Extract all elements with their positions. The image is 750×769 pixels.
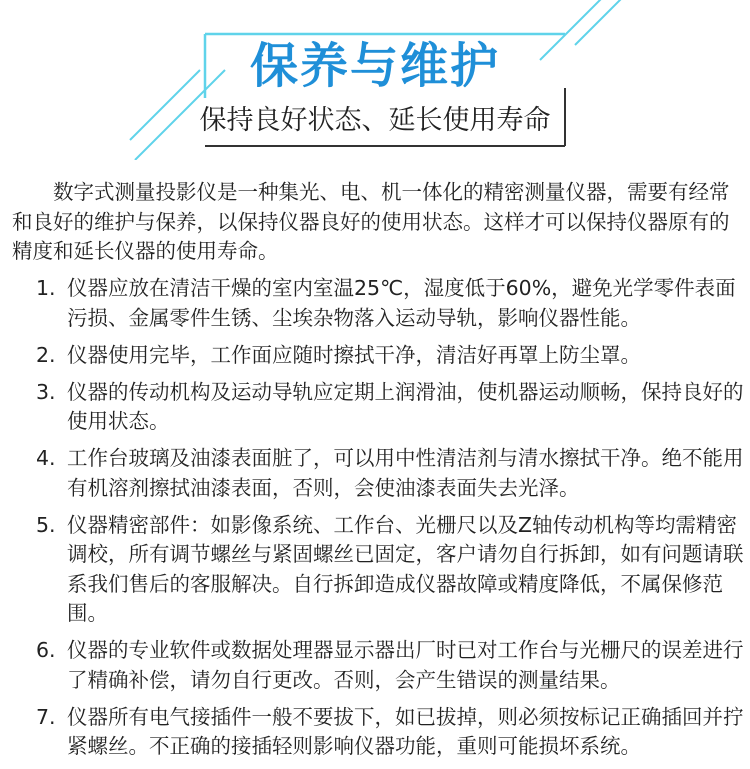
list-item <box>12 378 744 437</box>
list-item <box>12 703 744 762</box>
list-item-text: 仪器精密部件：如影像系统、工作台、光栅尺以及Z轴传动机构等均需精密调校，所有调节螺丝与紧固螺丝已固定，客户请勿自行拆卸，如有问题请联系我们售后的客服解决。自行拆卸造成仪器故障或精度降低，不属保修范围。 <box>67 512 744 625</box>
list-item-number: 1. <box>36 276 56 300</box>
list-item <box>12 444 744 503</box>
maintenance-list <box>12 274 744 769</box>
intro-paragraph: 数字式测量投影仪是一种集光、电、机一体化的精密测量仪器，需要有经常和良好的维护与保养，以保持仪器良好的使用状态。这样才可以保持仪器原有的精度和延长仪器的使用寿命。 <box>12 180 730 263</box>
list-item-text: 仪器应放在清洁干燥的室内室温25℃，湿度低于60%，避免光学零件表面污损、金属零件生锈、尘埃杂物落入运动导轨，影响仪器性能。 <box>67 276 736 330</box>
list-item <box>12 511 744 629</box>
list-item-number: 4. <box>36 446 56 470</box>
list-item-text: 仪器的专业软件或数据处理器显示器出厂时已对工作台与光栅尺的误差进行了精确补偿，请勿自行更改。否则，会产生错误的测量结果。 <box>67 638 744 692</box>
list-item-number: 2. <box>36 342 56 367</box>
list-item-number: 7. <box>36 704 56 729</box>
list-item <box>12 274 744 333</box>
list-item-number: 3. <box>36 379 56 404</box>
page-subtitle: 保持良好状态、延长使用寿命 <box>199 105 551 136</box>
list-item <box>12 636 744 695</box>
list-item-text: 仪器所有电气接插件一般不要拔下，如已拔掉，则必须按标记正确插回并拧紧螺丝。不正确的接插轻则影响仪器功能，重则可能损坏系统。 <box>67 704 744 758</box>
page-title: 保养与维护 <box>249 38 500 94</box>
header-banner <box>0 0 750 160</box>
list-item-number: 5. <box>36 512 56 537</box>
list-item <box>12 341 744 371</box>
list-item-text: 工作台玻璃及油漆表面脏了，可以用中性清洁剂与清水擦拭干净。绝不能用有机溶剂擦拭油漆表面，否则，会使油漆表面失去光泽。 <box>67 446 744 500</box>
list-item-text: 仪器使用完毕，工作面应随时擦拭干净，清洁好再罩上防尘罩。 <box>67 342 641 367</box>
list-item-number: 6. <box>36 638 56 662</box>
list-item-text: 仪器的传动机构及运动导轨应定期上润滑油，使机器运动顺畅，保持良好的使用状态。 <box>67 379 744 433</box>
